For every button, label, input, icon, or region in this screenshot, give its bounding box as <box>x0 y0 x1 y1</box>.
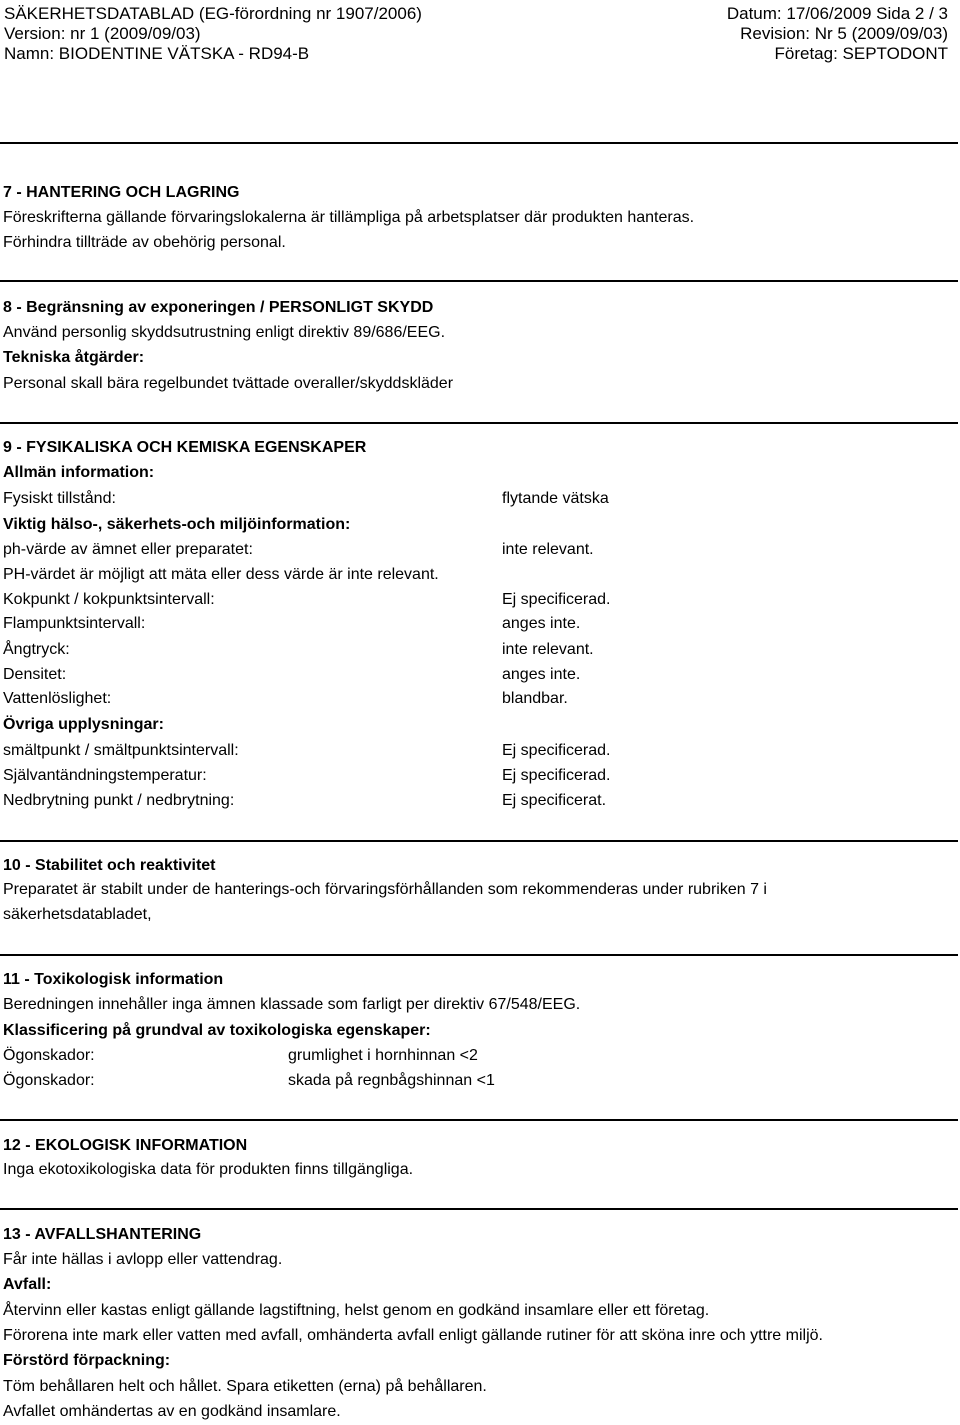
property-value: flytande vätska <box>502 490 609 507</box>
property-label: Kokpunkt / kokpunktsintervall: <box>3 591 215 608</box>
product-name: Namn: BIODENTINE VÄTSKA - RD94-B <box>4 44 310 63</box>
section-divider <box>0 954 958 956</box>
section-13-heading: 13 - AVFALLSHANTERING <box>3 1226 202 1243</box>
property-value: skada på regnbågshinnan <1 <box>288 1072 495 1089</box>
section-11-heading: 11 - Toxikologisk information <box>3 971 224 988</box>
revision-label: Revision: Nr 5 (2009/09/03) <box>740 24 948 43</box>
section-divider <box>0 1208 958 1210</box>
section-8-subheading: Tekniska åtgärder: <box>3 349 145 366</box>
section-11-text: Beredningen innehåller inga ämnen klassade som farligt per direktiv 67/548/EEG. <box>3 996 581 1013</box>
section-10-text: säkerhetsdatabladet, <box>3 906 152 923</box>
section-8-heading: 8 - Begränsning av exponeringen / PERSONLIGT SKYDD <box>3 299 434 316</box>
property-label: Självantändningstemperatur: <box>3 767 207 784</box>
property-value: inte relevant. <box>502 541 594 558</box>
section-9-subheading: Allmän information: <box>3 464 155 481</box>
property-label: Ögonskador: <box>3 1072 95 1089</box>
section-7-text: Föreskrifterna gällande förvaringslokalerna är tillämpliga på arbetsplatser där produkten hanteras. <box>3 209 695 226</box>
section-8-text: Använd personlig skyddsutrustning enligt direktiv 89/686/EEG. <box>3 324 446 341</box>
section-divider <box>0 1119 958 1121</box>
date-page: Datum: 17/06/2009 Sida 2 / 3 <box>726 4 948 23</box>
property-label: ph-värde av ämnet eller preparatet: <box>3 541 253 558</box>
section-13-text: Får inte hällas i avlopp eller vattendrag. <box>3 1251 283 1268</box>
company-label: Företag: SEPTODONT <box>774 44 948 63</box>
version-label: Version: nr 1 (2009/09/03) <box>4 24 201 43</box>
property-note: PH-värdet är möjligt att mäta eller dess värde är inte relevant. <box>3 566 439 583</box>
property-value: Ej specificerad. <box>502 767 611 784</box>
section-9-subheading: Viktig hälso-, säkerhets-och miljöinformation: <box>3 516 351 533</box>
section-7-heading: 7 - HANTERING OCH LAGRING <box>3 184 240 201</box>
property-value: Ej specificerad. <box>502 742 611 759</box>
property-label: Vattenlöslighet: <box>3 690 112 707</box>
section-10-heading: 10 - Stabilitet och reaktivitet <box>3 857 216 874</box>
section-13-text: Avfallet omhändertas av en godkänd insamlare. <box>3 1403 341 1420</box>
section-divider <box>0 422 958 424</box>
property-value: anges inte. <box>502 615 581 632</box>
document-title: SÄKERHETSDATABLAD (EG-förordning nr 1907/2006) <box>4 4 422 23</box>
property-label: Densitet: <box>3 666 67 683</box>
section-divider <box>0 142 958 144</box>
section-13-subheading: Förstörd förpackning: <box>3 1352 171 1369</box>
property-label: Ångtryck: <box>3 641 70 658</box>
property-label: Ögonskador: <box>3 1047 95 1064</box>
property-value: Ej specificerad. <box>502 591 611 608</box>
property-value: anges inte. <box>502 666 581 683</box>
property-value: Ej specificerat. <box>502 792 607 809</box>
property-label: smältpunkt / smältpunktsintervall: <box>3 742 239 759</box>
section-10-text: Preparatet är stabilt under de hanterings-och förvaringsförhållanden som rekommenderas under rubriken 7 i <box>3 881 767 898</box>
section-12-heading: 12 - EKOLOGISK INFORMATION <box>3 1137 248 1154</box>
section-8-text: Personal skall bära regelbundet tvättade overaller/skyddskläder <box>3 375 454 392</box>
section-13-text: Återvinn eller kastas enligt gällande lagstiftning, helst genom en godkänd insamlare eller ett företag. <box>3 1302 710 1319</box>
section-13-subheading: Avfall: <box>3 1276 52 1293</box>
section-13-text: Töm behållaren helt och hållet. Spara etiketten (erna) på behållaren. <box>3 1378 487 1395</box>
section-12-text: Inga ekotoxikologiska data för produkten finns tillgängliga. <box>3 1161 414 1178</box>
section-divider <box>0 280 958 282</box>
section-9-heading: 9 - FYSIKALISKA OCH KEMISKA EGENSKAPER <box>3 439 367 456</box>
property-label: Flampunktsintervall: <box>3 615 146 632</box>
section-13-text: Förorena inte mark eller vatten med avfall, omhänderta avfall enligt gällande rutiner för att sköna inre och yttre miljö. <box>3 1327 823 1344</box>
property-value: blandbar. <box>502 690 568 707</box>
section-divider <box>0 840 958 842</box>
property-label: Fysiskt tillstånd: <box>3 490 116 507</box>
section-11-subheading: Klassificering på grundval av toxikologiska egenskaper: <box>3 1022 431 1039</box>
section-9-subheading: Övriga upplysningar: <box>3 716 164 733</box>
section-7-text: Förhindra tillträde av obehörig personal. <box>3 234 286 251</box>
property-value: grumlighet i hornhinnan <2 <box>288 1047 478 1064</box>
property-label: Nedbrytning punkt / nedbrytning: <box>3 792 235 809</box>
property-value: inte relevant. <box>502 641 594 658</box>
